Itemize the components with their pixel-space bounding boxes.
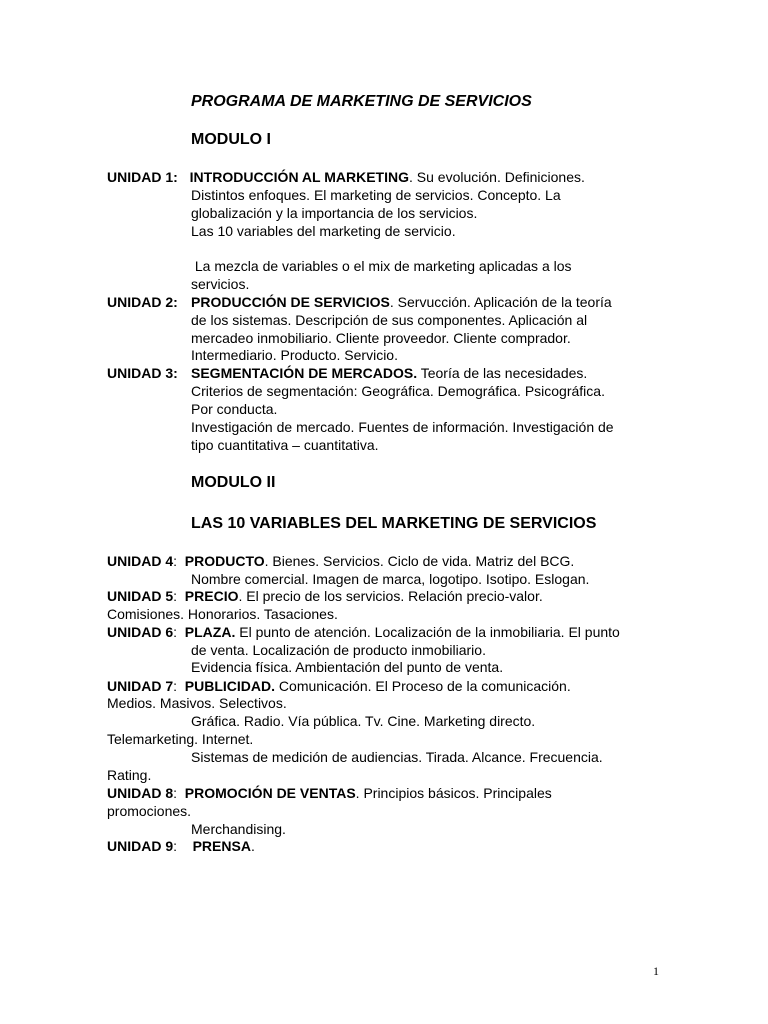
unit-3-line-3: Por conducta.: [191, 401, 278, 417]
unit-5-label: UNIDAD 5: [107, 588, 174, 604]
unit-8-line-1: UNIDAD 8: PROMOCIÓN DE VENTAS. Principios básicos. Principales: [107, 785, 552, 801]
unit-9-title: PRENSA: [192, 838, 251, 854]
unit-7-line-2: Medios. Masivos. Selectivos.: [107, 695, 287, 711]
unit-6-title: PLAZA.: [184, 624, 236, 640]
unit-4-line-1: UNIDAD 4: PRODUCTO. Bienes. Servicios. Ciclo de vida. Matriz del BCG.: [107, 553, 575, 569]
document-title: PROGRAMA DE MARKETING DE SERVICIOS: [191, 93, 532, 110]
unit-2-line-1: PRODUCCIÓN DE SERVICIOS. Servucción. Aplicación de la teoría: [191, 294, 612, 310]
unit-7-line-4: Telemarketing. Internet.: [107, 731, 254, 747]
unit-1-line-6: servicios.: [191, 276, 250, 292]
unit-1-line-1: . Su evolución. Definiciones.: [409, 169, 585, 185]
unit-9-label: UNIDAD 9: [107, 838, 174, 854]
module-2-heading: MODULO II: [191, 474, 276, 491]
unit-3-title: SEGMENTACIÓN DE MERCADOS.: [191, 365, 418, 381]
unit-1-label: UNIDAD 1:: [107, 169, 178, 185]
unit-1-line-5: La mezcla de variables o el mix de marketing aplicadas a los: [191, 258, 572, 274]
module-2-subheading: LAS 10 VARIABLES DEL MARKETING DE SERVICIOS: [191, 515, 597, 532]
unit-8-label: UNIDAD 8: [107, 785, 174, 801]
unit-3-line-2: Criterios de segmentación: Geográfica. Demográfica. Psicográfica.: [191, 383, 605, 399]
unit-5-title: PRECIO: [184, 588, 239, 604]
unit-1-header: [107, 169, 585, 186]
unit-3-label: UNIDAD 3:: [107, 365, 178, 381]
page-number: 1: [653, 964, 659, 978]
unit-6-line-3: Evidencia física. Ambientación del punto de venta.: [191, 659, 504, 675]
unit-1-line-4: Las 10 variables del marketing de servicio.: [191, 223, 456, 239]
unit-7-title: PUBLICIDAD.: [184, 678, 276, 694]
unit-3-line-5: tipo cuantitativa – cuantitativa.: [191, 437, 379, 453]
unit-2-label: UNIDAD 2:: [107, 294, 178, 310]
unit-7-line-5: Sistemas de medición de audiencias. Tirada. Alcance. Frecuencia.: [191, 749, 603, 765]
unit-5-line-1: UNIDAD 5: PRECIO. El precio de los servicios. Relación precio-valor.: [107, 588, 543, 604]
unit-4-line-2: Nombre comercial. Imagen de marca, logotipo. Isotipo. Eslogan.: [191, 571, 590, 587]
unit-7-line-6: Rating.: [107, 767, 152, 783]
unit-6-line-1: UNIDAD 6: PLAZA. El punto de atención. Localización de la inmobiliaria. El punto: [107, 624, 620, 640]
unit-4-title: PRODUCTO: [184, 553, 265, 569]
unit-2-title: PRODUCCIÓN DE SERVICIOS: [191, 294, 390, 310]
unit-6-label: UNIDAD 6: [107, 624, 174, 640]
unit-5-line-2: Comisiones. Honorarios. Tasaciones.: [107, 606, 338, 622]
unit-8-line-2: promociones.: [107, 803, 192, 819]
unit-2-line-2: de los sistemas. Descripción de sus componentes. Aplicación al: [191, 312, 588, 328]
unit-8-line-3: Merchandising.: [191, 821, 286, 837]
unit-4-label: UNIDAD 4: [107, 553, 174, 569]
unit-2-line-3: mercadeo inmobiliario. Cliente proveedor. Cliente comprador.: [191, 330, 571, 346]
unit-3-line-1: SEGMENTACIÓN DE MERCADOS. Teoría de las necesidades.: [191, 365, 588, 381]
unit-2-line-4: Intermediario. Producto. Servicio.: [191, 347, 398, 363]
unit-7-line-1: UNIDAD 7: PUBLICIDAD. Comunicación. El Proceso de la comunicación.: [107, 678, 571, 694]
module-1-heading: MODULO I: [191, 131, 271, 148]
unit-9-line-1: UNIDAD 9: PRENSA.: [107, 838, 255, 854]
unit-1-line-2: Distintos enfoques. El marketing de servicios. Concepto. La: [191, 187, 561, 203]
unit-1-line-3: globalización y la importancia de los servicios.: [191, 205, 478, 221]
unit-8-title: PROMOCIÓN DE VENTAS: [184, 785, 356, 801]
unit-7-line-3: Gráfica. Radio. Vía pública. Tv. Cine. Marketing directo.: [191, 713, 536, 729]
unit-6-line-2: de venta. Localización de producto inmobiliario.: [191, 642, 486, 658]
unit-1-title: INTRODUCCIÓN AL MARKETING: [189, 169, 409, 185]
unit-7-label: UNIDAD 7: [107, 678, 174, 694]
unit-3-line-4: Investigación de mercado. Fuentes de información. Investigación de: [191, 419, 614, 435]
